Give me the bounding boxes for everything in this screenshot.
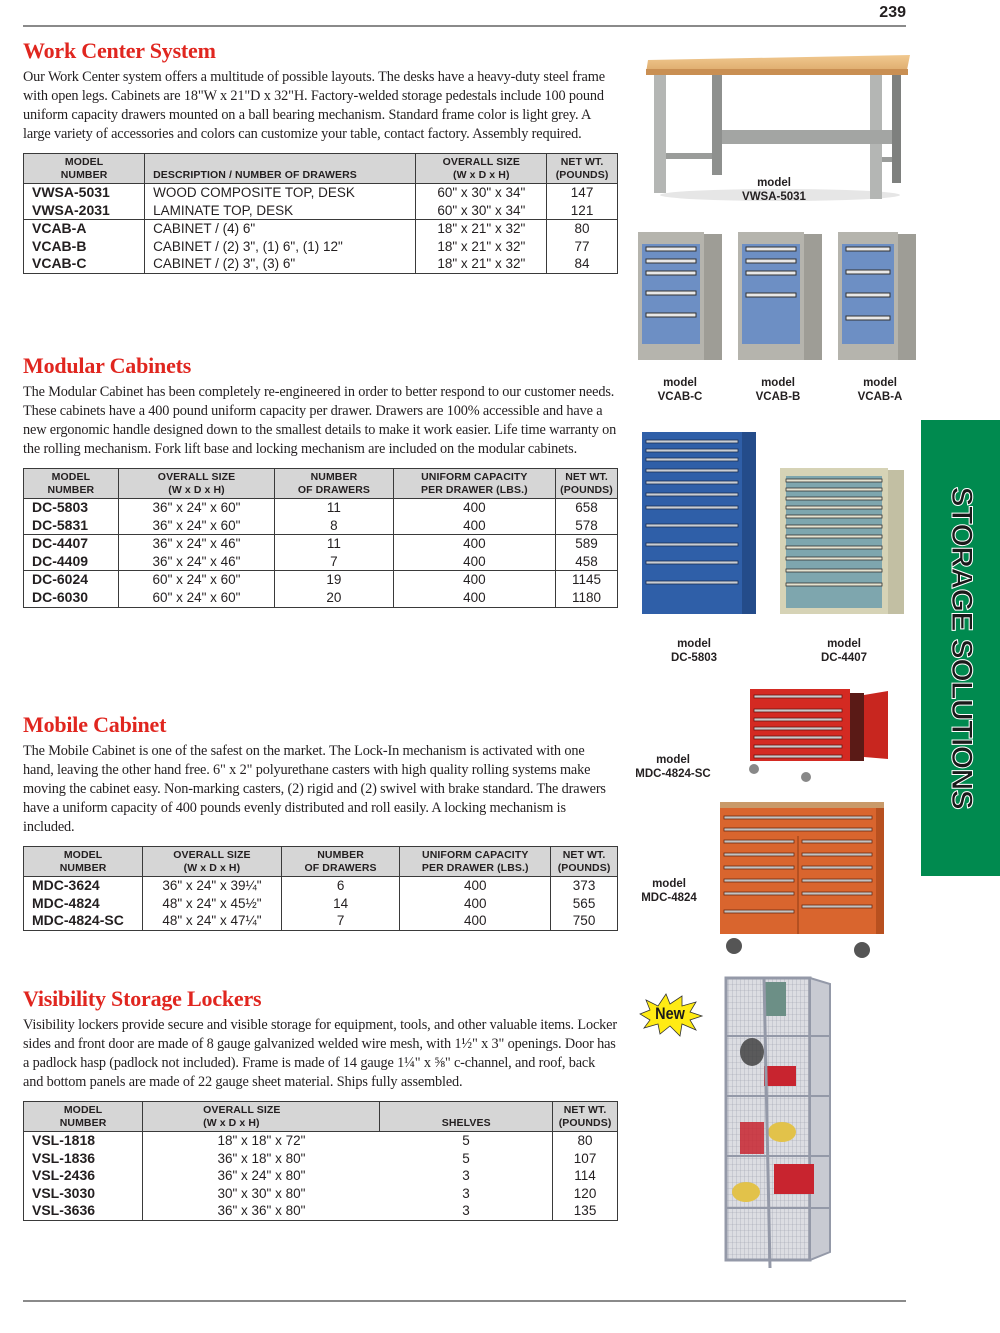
section-modular-cabinets (23, 353, 617, 613)
table-row (24, 535, 617, 553)
cell-weight: 121 (570, 202, 594, 218)
cell-shelves: 5 (380, 1132, 553, 1150)
cell-drawers: 7 (281, 912, 400, 930)
side-tab-label: STORAGE SOLUTIONS (944, 486, 978, 810)
table-row (24, 184, 617, 202)
col-header-capacity: UNIFORM CAPACITY PER DRAWER (LBS.) (400, 847, 551, 877)
table-row (24, 553, 617, 571)
dc-4407-cabinet (780, 468, 904, 614)
cell-weight: 114 (574, 1168, 596, 1184)
cell-capacity: 400 (393, 535, 555, 553)
modular-cabinets-image (640, 430, 920, 620)
cell-drawers: 7 (275, 553, 393, 571)
new-badge-label: New (655, 1004, 685, 1023)
cell-size: 36" x 18" x 80" (217, 1150, 306, 1166)
cell-drawers: 11 (275, 535, 393, 553)
table-row (24, 571, 617, 589)
section-body: The Modular Cabinet has been completely re-engineered in order to better respond to our customer needs. These cabinets have a 400 pound uniform capacity per drawer. Drawers are 100% accessible and have a new ergonomic handle designed down to the smallest details to make it work easier. Life time warranty on the rolling mechanism. Fork lift base and locking mechanism are included on the modular cabinets. (23, 384, 617, 457)
cell-weight: 1145 (556, 571, 617, 589)
cell-weight: 135 (573, 1203, 597, 1219)
cell-weight: 578 (575, 517, 598, 533)
cell-model: DC-5803 (24, 499, 118, 517)
new-badge (636, 992, 704, 1038)
col-header-size: OVERALL SIZE (W x D x H) (143, 847, 282, 877)
cell-drawers: 19 (275, 571, 393, 589)
table-header-row (24, 154, 617, 184)
cell-capacity: 400 (393, 589, 555, 607)
section-body: Visibility lockers provide secure and visible storage for equipment, tools, and other valuable items. Locker sides and front door are made of 8 gauge galvanized welded wire mesh, with 1½" x 3" openings. Door has a padlock hasp (padlock not included). Frame is made of 14 gauge 1¼" x ⅝" c-channel, and roof, back and bottom panels are made of 22 gauge sheet material. Ships fully assembled. (23, 1017, 617, 1090)
cell-capacity: 400 (400, 877, 551, 895)
dc-5803-cabinet (642, 432, 756, 614)
vcab-b-cabinet (738, 232, 822, 360)
section-visibility-lockers (23, 986, 617, 1226)
table-row (24, 517, 617, 535)
table-row (24, 877, 617, 895)
col-header-weight: NET WT. (POUNDS) (547, 154, 617, 184)
col-header-capacity: UNIFORM CAPACITY PER DRAWER (LBS.) (393, 469, 555, 499)
col-header-shelves: SHELVES (380, 1102, 553, 1132)
cell-model: VSL-1836 (24, 1150, 143, 1168)
mobile-table (23, 846, 618, 931)
cell-shelves: 3 (380, 1167, 553, 1185)
table-header-row (24, 847, 617, 877)
cell-size: 48" x 24" x 47¼" (143, 912, 282, 930)
cell-drawers: 6 (281, 877, 400, 895)
cell-size: 36" x 24" x 46" (118, 535, 274, 553)
section-work-center (23, 38, 617, 279)
caption-dc-5803: model DC-5803 (670, 638, 718, 664)
col-header-weight: NET WT. (POUNDS) (556, 469, 617, 499)
caption-vwsa-5031: model VWSA-5031 (742, 177, 806, 203)
table-header-row (24, 469, 617, 499)
cell-size: 18" x 21" x 32" (416, 238, 547, 256)
table-row (24, 912, 617, 930)
cell-weight: 750 (572, 913, 596, 929)
cell-desc: LAMINATE TOP, DESK (145, 202, 416, 220)
cell-size: 30" x 30" x 80" (217, 1185, 306, 1201)
cell-model: MDC-4824-SC (24, 912, 143, 930)
cell-size: 36" x 24" x 60" (118, 499, 274, 517)
cell-weight: 84 (574, 256, 590, 272)
cell-size: 60" x 30" x 34" (416, 184, 547, 202)
cell-weight: 589 (556, 535, 617, 553)
col-header-drawers: NUMBER OF DRAWERS (281, 847, 400, 877)
work-center-table (23, 153, 618, 274)
cell-size: 36" x 36" x 80" (217, 1203, 306, 1219)
caption-mdc-4824-sc: model MDC-4824-SC (635, 754, 711, 780)
table-row (24, 1202, 617, 1220)
section-title: Visibility Storage Lockers (23, 986, 262, 1011)
cell-size: 36" x 24" x 60" (118, 517, 274, 535)
col-header-model: MODEL NUMBER (24, 469, 118, 499)
table-row (24, 1185, 617, 1203)
caption-vcab-a: model VCAB-A (857, 377, 903, 403)
cell-capacity: 400 (400, 912, 551, 930)
cell-shelves: 3 (380, 1202, 553, 1220)
section-body: Our Work Center system offers a multitude of possible layouts. The desks have a heavy-duty steel frame with open legs. Cabinets are 18"W x 21"D x 32"H. Factory-welded storage pedestals include 100 pound uniform capacity drawers mounted on a ball bearing mechanism. Standard frame color is light grey. A large variety of accessories and colors can customize your table, contact factory. Assembly required. (23, 69, 605, 142)
col-header-size: OVERALL SIZE (W x D x H) (118, 469, 274, 499)
cell-size: 18" x 18" x 72" (217, 1133, 306, 1148)
cell-model: VSL-3636 (24, 1202, 143, 1220)
cell-capacity: 400 (393, 517, 555, 535)
col-header-weight: NET WT. (POUNDS) (551, 847, 617, 877)
cell-desc: CABINET / (2) 3", (1) 6", (1) 12" (145, 238, 416, 256)
section-body: The Mobile Cabinet is one of the safest on the market. The Lock-In mechanism is activated with one hand, leaving the other hand free. 6" x 2" polyurethane casters with high quality rolling systems make moving the cabinet easy. Non-marking casters, (2) rigid and (2) swivel with brake standard. The drawers have a uniform capacity of 400 pounds evenly distributed and roll easily. A locking mechanism is included. (23, 743, 606, 835)
table-row (24, 238, 617, 256)
section-title: Mobile Cabinet (23, 712, 167, 737)
cell-weight: 147 (570, 185, 594, 200)
cell-desc: CABINET / (4) 6" (145, 220, 416, 238)
table-row (24, 202, 617, 220)
table-row (24, 1167, 617, 1185)
cell-weight: 80 (547, 220, 617, 238)
cell-drawers: 8 (275, 517, 393, 535)
table-row (24, 499, 617, 517)
cell-weight: 77 (574, 238, 590, 254)
cell-weight: 565 (572, 895, 596, 911)
cell-size: 60" x 24" x 60" (118, 589, 274, 607)
cell-weight: 373 (572, 878, 596, 893)
section-title: Work Center System (23, 38, 216, 63)
top-rule (23, 25, 906, 27)
caption-vcab-b: model VCAB-B (755, 377, 801, 403)
caption-mdc-4824: model MDC-4824 (641, 878, 697, 904)
cell-model: VSL-3030 (24, 1185, 143, 1203)
section-title: Modular Cabinets (23, 353, 192, 378)
table-row (24, 895, 617, 913)
col-header-drawers: NUMBER OF DRAWERS (275, 469, 393, 499)
col-header-size: OVERALL SIZE (W x D x H) (416, 154, 547, 184)
section-mobile-cabinet (23, 712, 617, 936)
cell-capacity: 400 (400, 895, 551, 913)
cell-model: DC-5831 (24, 517, 118, 535)
col-header-size: OVERALL SIZE (W x D x H) (143, 1102, 380, 1132)
cell-capacity: 400 (393, 553, 555, 571)
cell-capacity: 400 (393, 571, 555, 589)
bottom-rule (23, 1300, 906, 1302)
table-row (24, 1150, 617, 1168)
cell-desc: WOOD COMPOSITE TOP, DESK (145, 184, 416, 202)
cell-model: MDC-3624 (24, 877, 143, 895)
vcab-cabinets-image (636, 230, 920, 365)
cell-model: DC-6024 (24, 571, 118, 589)
cell-size: 60" x 24" x 60" (118, 571, 274, 589)
cell-model: VSL-2436 (24, 1167, 143, 1185)
cell-model: VWSA-5031 (24, 184, 145, 202)
visibility-locker-image (716, 972, 840, 1272)
vcab-a-cabinet (838, 232, 916, 360)
cell-capacity: 400 (393, 499, 555, 517)
section-side-tab (921, 420, 1000, 876)
cell-size: 18" x 21" x 32" (416, 220, 547, 238)
vcab-c-cabinet (638, 232, 722, 360)
cell-model: DC-4409 (24, 553, 118, 571)
col-header-model: MODEL NUMBER (24, 154, 145, 184)
cell-drawers: 20 (275, 589, 393, 607)
cell-size: 60" x 30" x 34" (416, 202, 547, 220)
cell-weight: 658 (575, 500, 598, 515)
caption-dc-4407: model DC-4407 (820, 638, 868, 664)
col-header-model: MODEL NUMBER (24, 1102, 143, 1132)
cell-model: MDC-4824 (24, 895, 143, 913)
col-header-model: MODEL NUMBER (24, 847, 143, 877)
cell-desc: CABINET / (2) 3", (3) 6" (145, 255, 416, 273)
cell-model: VCAB-C (24, 255, 145, 273)
caption-vcab-c: model VCAB-C (657, 377, 703, 403)
cell-weight: 120 (573, 1185, 597, 1201)
col-header-description: DESCRIPTION / NUMBER OF DRAWERS (145, 154, 416, 184)
table-row (24, 255, 617, 273)
modular-table (23, 468, 618, 608)
cell-weight: 107 (573, 1150, 597, 1166)
page-number: 239 (879, 4, 906, 21)
cell-size: 48" x 24" x 45½" (143, 895, 282, 913)
cell-shelves: 5 (380, 1150, 553, 1168)
cell-model: VSL-1818 (24, 1132, 143, 1150)
mdc-4824-image (716, 800, 890, 960)
cell-drawers: 11 (275, 499, 393, 517)
cell-model: VCAB-B (24, 238, 145, 256)
cell-size: 36" x 24" x 39¼" (143, 877, 282, 895)
cell-weight: 458 (575, 553, 598, 569)
cell-drawers: 14 (281, 895, 400, 913)
mdc-4824-sc-image (740, 685, 900, 785)
table-header-row (24, 1102, 617, 1132)
col-header-weight: NET WT. (POUNDS) (553, 1102, 617, 1132)
cell-weight: 80 (577, 1133, 593, 1148)
cell-model: DC-4407 (24, 535, 118, 553)
cell-size: 18" x 21" x 32" (416, 255, 547, 273)
table-row (24, 589, 617, 607)
cell-size: 36" x 24" x 80" (217, 1168, 306, 1184)
cell-model: DC-6030 (24, 589, 118, 607)
cell-model: VCAB-A (24, 220, 145, 238)
table-row (24, 1132, 617, 1150)
cell-weight: 1180 (572, 589, 602, 605)
cell-model: VWSA-2031 (24, 202, 145, 220)
lockers-table (23, 1101, 618, 1221)
cell-size: 36" x 24" x 46" (118, 553, 274, 571)
table-row (24, 220, 617, 238)
cell-shelves: 3 (380, 1185, 553, 1203)
